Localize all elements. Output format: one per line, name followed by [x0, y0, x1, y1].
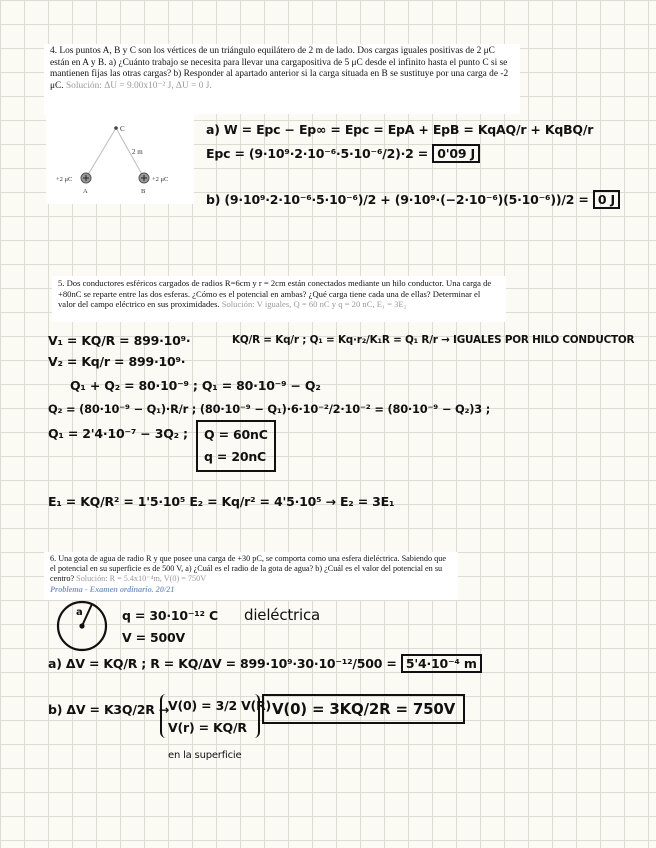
problem-6-text: 6. Una gota de agua de radio R y que posee una carga de +30 pC, se comporta como una esfera dieléctrica. Sabiendo que el potencial en su superficie es de 500 V, a) ¿Cuál es el radio de la gota de agua? b) ¿Cuál es el valor del potencial en su centro? [50, 554, 446, 584]
drop-radius-label: a [76, 607, 83, 618]
p4-answer-a-line2 [206, 146, 480, 161]
p6-answer-b-result: V(0) = 3KQ/2R = 750V [262, 694, 465, 724]
problem-5-solution: Solución: V iguales, Q = 60 nC y q = 20 nC, E₁ = 3E₂ [221, 299, 407, 310]
p5-result-q-large: Q = 60nC [204, 427, 268, 442]
p4-answer-a-calc: Epc = (9·10⁹·2·10⁻⁶·5·10⁻⁶/2)·2 = [206, 146, 429, 161]
p4-answer-b-result: 0 J [593, 190, 620, 209]
p6-answer-b-v0: V(0) = 3/2 V(R) [168, 698, 272, 713]
p6-answer-b-lead: b) ΔV = K3Q/2R → [48, 702, 170, 717]
problem-6-card [44, 552, 458, 600]
label-a: A [83, 188, 88, 195]
p5-line1-right: KQ/R = Kq/r ; Q₁ = Kq·r₂/K₁R = Q₁ R/r → IGUALES POR HILO CONDUCTOR [232, 334, 635, 346]
label-qb: +2 μC [152, 176, 169, 183]
problem-6-source: Problema - Examen ordinario. 20/21 [50, 584, 175, 594]
p5-line5: Q₁ = 2'4·10⁻⁷ − 3Q₂ ; [48, 426, 188, 441]
label-qa: +2 μC [56, 176, 73, 183]
p4-answer-a-line1: a) W = Epc − Ep∞ = Epc = EpA + EpB = KqAQ/r + KqBQ/r [206, 122, 594, 137]
p6-answer-a [48, 656, 482, 671]
triangle-diagram [46, 112, 194, 204]
label-side: 2 m [132, 148, 143, 156]
problem-4-solution: Solución: ΔU = 9.00x10⁻² J, ΔU = 0 J. [65, 80, 212, 91]
p5-result-q-small: q = 20nC [204, 449, 266, 464]
p6-dielectric: dieléctrica [244, 606, 321, 624]
p5-fields: E₁ = KQ/R² = 1'5·10⁵ E₂ = Kq/r² = 4'5·10⁵ → E₂ = 3E₁ [48, 494, 395, 509]
p5-line4: Q₂ = (80·10⁻⁹ − Q₁)·R/r ; (80·10⁻⁹ − Q₁)·6·10⁻²/2·10⁻² = (80·10⁻⁹ − Q₂)3 ; [48, 402, 491, 416]
p6-surface-note: en la superficie [168, 750, 242, 761]
problem-5-text: 5. Dos conductores esféricos cargados de radios R=6cm y r = 2cm están conectados mediante un hilo conductor. Una carga de +80nC se reparte entre las dos esferas. ¿Cómo es el potencial en ambas? ¿Qué carga tiene cada una de ellas? Determinar el valor del campo eléctrico en sus proximidades. [58, 278, 492, 310]
problem-4-statement [50, 46, 514, 92]
p5-line3: Q₁ + Q₂ = 80·10⁻⁹ ; Q₁ = 80·10⁻⁹ − Q₂ [70, 378, 321, 393]
p5-result-box [196, 420, 276, 472]
p5-line2: V₂ = Kq/r = 899·10⁹· [48, 354, 186, 369]
p6-brace-right [252, 694, 260, 738]
p6-answer-a-result: 5'4·10⁻⁴ m [401, 654, 482, 673]
problem-5-card [52, 276, 506, 322]
problem-4-card [44, 44, 520, 114]
label-b: B [141, 188, 146, 195]
p4-answer-b-calc: b) (9·10⁹·2·10⁻⁶·5·10⁻⁶)/2 + (9·10⁹·(−2·10⁻⁶)(5·10⁻⁶))/2 = [206, 192, 589, 207]
p6-voltage: V = 500V [122, 630, 186, 645]
problem-6-statement [50, 554, 452, 595]
p6-brace [160, 694, 168, 738]
drop-diagram [54, 598, 110, 654]
problem-5-statement [58, 278, 500, 310]
label-c: C [120, 125, 125, 133]
p4-answer-b [206, 192, 620, 207]
triangle-figure [46, 112, 194, 204]
problem-6-solution: Solución: R = 5.4x10⁻⁴m, V(0) = 750V [76, 574, 207, 584]
p6-answer-b-vr: V(r) = KQ/R [168, 720, 247, 735]
problem-4-text: 4. Los puntos A, B y C son los vértices de un triángulo equilátero de 2 m de lado. Dos cargas iguales positivas de 2 μC están en A y B. a) ¿Cuánto trabajo se necesita para llevar una cargapositiva de 5 μC desde el infinito hasta el punto C si se mantienen fijas las otras cargas? b) Responder al apartado anterior si la carga situada en B se sustituye por una carga de -2 μC. [50, 46, 509, 91]
p4-answer-a-result: 0'09 J [432, 144, 480, 163]
p6-charge: q = 30·10⁻¹² C [122, 608, 218, 623]
p6-answer-a-calc: a) ΔV = KQ/R ; R = KQ/ΔV = 899·10⁹·30·10⁻¹²/500 = [48, 656, 397, 671]
p5-line1-left: V₁ = KQ/R = 899·10⁹· [48, 333, 191, 348]
